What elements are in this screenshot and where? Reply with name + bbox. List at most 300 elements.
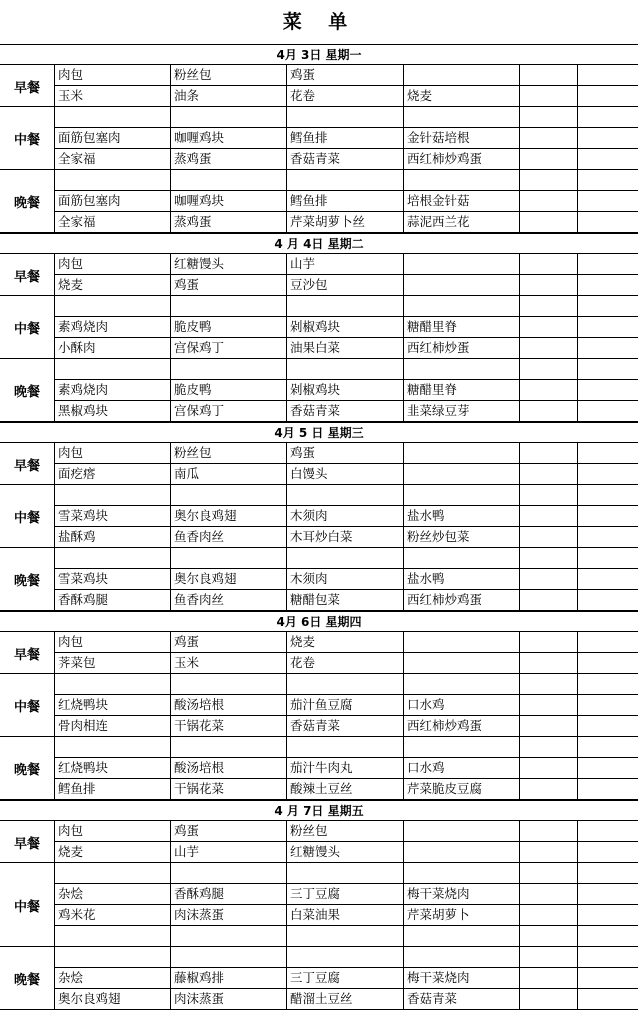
dish-cell: 豆沙包 — [287, 275, 404, 295]
table-row — [55, 107, 638, 128]
meal-label: 晚餐 — [0, 548, 55, 611]
meal-label: 早餐 — [0, 443, 55, 485]
dish-cell — [520, 737, 578, 757]
dish-cell: 盐酥鸡 — [55, 527, 171, 547]
dish-cell — [404, 107, 520, 127]
meal-label: 晚餐 — [0, 170, 55, 233]
meal-divider — [0, 232, 55, 233]
day-header: 4 月 4日 星期二 — [0, 233, 638, 254]
dish-cell — [578, 191, 638, 211]
dish-cell — [520, 905, 578, 925]
dish-cell — [520, 989, 578, 1009]
dish-cell: 口水鸡 — [404, 758, 520, 778]
dish-cell — [520, 170, 578, 190]
dish-cell: 三丁豆腐 — [287, 884, 404, 904]
dish-cell: 素鸡烧肉 — [55, 380, 171, 400]
dish-cell: 肉包 — [55, 65, 171, 85]
dish-cell: 油条 — [171, 86, 287, 106]
dish-cell: 香菇青菜 — [287, 401, 404, 421]
dish-cell: 芹菜胡萝卜 — [404, 905, 520, 925]
dish-cell: 梅干菜烧肉 — [404, 968, 520, 988]
dish-cell — [520, 212, 578, 232]
dish-cell: 干锅花菜 — [171, 716, 287, 736]
meal-label: 早餐 — [0, 65, 55, 107]
dish-cell: 白馒头 — [287, 464, 404, 484]
dish-cell — [578, 485, 638, 505]
meal-block-dinner — [0, 359, 638, 422]
dish-cell — [404, 632, 520, 652]
table-row — [55, 149, 638, 170]
dish-cell: 黑椒鸡块 — [55, 401, 171, 421]
dish-cell: 花卷 — [287, 653, 404, 673]
meal-block-breakfast — [0, 632, 638, 674]
dish-cell: 糖醋里脊 — [404, 317, 520, 337]
day-header: 4月 5 日 星期三 — [0, 422, 638, 443]
dish-cell — [520, 863, 578, 883]
dish-cell — [404, 359, 520, 379]
dish-cell: 红糖馒头 — [287, 842, 404, 862]
dish-cell: 芹菜胡萝卜丝 — [287, 212, 404, 232]
dish-cell: 鳕鱼排 — [287, 128, 404, 148]
dish-cell — [171, 296, 287, 316]
meal-block-breakfast — [0, 254, 638, 296]
dish-cell: 梅干菜烧肉 — [404, 884, 520, 904]
dish-cell — [578, 842, 638, 862]
dish-cell — [578, 212, 638, 232]
dish-cell — [404, 296, 520, 316]
dish-cell: 咖喱鸡块 — [171, 191, 287, 211]
dish-cell: 西红柿炒鸡蛋 — [404, 149, 520, 169]
dish-cell: 红糖馒头 — [171, 254, 287, 274]
dish-cell: 口水鸡 — [404, 695, 520, 715]
dish-cell: 金针菇培根 — [404, 128, 520, 148]
dish-cell — [520, 149, 578, 169]
table-row — [55, 485, 638, 506]
table-row — [55, 632, 638, 653]
day-header: 4月 3日 星期一 — [0, 44, 638, 65]
dish-cell — [171, 107, 287, 127]
dish-cell: 西红柿炒鸡蛋 — [404, 590, 520, 610]
dish-cell: 蒸鸡蛋 — [171, 212, 287, 232]
table-row — [55, 674, 638, 695]
table-row — [55, 464, 638, 485]
dish-cell — [578, 464, 638, 484]
dish-cell — [171, 947, 287, 967]
dish-cell — [55, 485, 171, 505]
dish-cell — [520, 590, 578, 610]
dish-cell: 烧麦 — [404, 86, 520, 106]
dish-cell: 花卷 — [287, 86, 404, 106]
dish-cell — [578, 380, 638, 400]
dish-cell — [578, 170, 638, 190]
dish-cell — [404, 863, 520, 883]
dish-cell: 茄汁鱼豆腐 — [287, 695, 404, 715]
dish-cell — [520, 947, 578, 967]
dish-cell: 粉丝包 — [171, 65, 287, 85]
dish-cell: 鸡蛋 — [171, 632, 287, 652]
table-row — [55, 821, 638, 842]
dish-cell: 香菇青菜 — [404, 989, 520, 1009]
dish-cell: 鱼香肉丝 — [171, 527, 287, 547]
dish-cell — [578, 128, 638, 148]
dish-cell — [404, 275, 520, 295]
meal-block-dinner — [0, 947, 638, 1010]
dish-cell: 盐水鸭 — [404, 506, 520, 526]
meal-label: 中餐 — [0, 485, 55, 548]
meal-label: 中餐 — [0, 296, 55, 359]
meal-label: 晚餐 — [0, 947, 55, 1010]
dish-cell: 糖醋里脊 — [404, 380, 520, 400]
meal-label: 晚餐 — [0, 359, 55, 422]
dish-cell — [55, 674, 171, 694]
dish-cell: 粉丝包 — [287, 821, 404, 841]
dish-cell: 面筋包塞肉 — [55, 191, 171, 211]
dish-cell — [404, 485, 520, 505]
table-row — [55, 905, 638, 926]
dish-cell — [578, 338, 638, 358]
dish-cell — [404, 947, 520, 967]
dish-cell: 油果白菜 — [287, 338, 404, 358]
dish-cell: 干锅花菜 — [171, 779, 287, 799]
table-row — [55, 86, 638, 107]
dish-cell — [578, 989, 638, 1009]
dish-cell — [55, 359, 171, 379]
dish-cell — [520, 107, 578, 127]
dish-cell: 茄汁牛肉丸 — [287, 758, 404, 778]
table-row — [55, 128, 638, 149]
dish-cell — [520, 254, 578, 274]
dish-cell — [520, 65, 578, 85]
dish-cell: 烧麦 — [55, 842, 171, 862]
dish-cell — [520, 191, 578, 211]
table-row — [55, 317, 638, 338]
dish-cell — [520, 128, 578, 148]
dish-cell — [55, 548, 171, 568]
dish-cell: 奥尔良鸡翅 — [171, 569, 287, 589]
dish-cell — [520, 317, 578, 337]
table-row — [55, 65, 638, 86]
meal-block-lunch — [0, 296, 638, 359]
table-row — [55, 653, 638, 674]
dish-cell: 烧麦 — [55, 275, 171, 295]
menu-table — [0, 44, 638, 1010]
dish-cell: 酸汤培根 — [171, 695, 287, 715]
meal-divider — [0, 1009, 55, 1010]
dish-cell: 鱼香肉丝 — [171, 590, 287, 610]
dish-cell — [520, 275, 578, 295]
dish-cell — [404, 842, 520, 862]
dish-cell: 粉丝包 — [171, 443, 287, 463]
table-row — [55, 737, 638, 758]
dish-cell: 酸辣土豆丝 — [287, 779, 404, 799]
meal-label: 中餐 — [0, 674, 55, 737]
meal-block-lunch — [0, 674, 638, 737]
dish-cell: 鸡蛋 — [171, 275, 287, 295]
dish-cell — [578, 968, 638, 988]
dish-cell — [578, 86, 638, 106]
dish-cell: 奥尔良鸡翅 — [55, 989, 171, 1009]
dish-cell — [578, 527, 638, 547]
dish-cell — [520, 401, 578, 421]
dish-cell: 山芋 — [287, 254, 404, 274]
dish-cell — [578, 317, 638, 337]
dish-cell: 骨肉相连 — [55, 716, 171, 736]
meal-label: 晚餐 — [0, 737, 55, 800]
dish-cell: 香菇青菜 — [287, 716, 404, 736]
dish-cell: 木耳炒白菜 — [287, 527, 404, 547]
dish-cell: 山芋 — [171, 842, 287, 862]
table-row — [55, 779, 638, 800]
dish-cell — [171, 926, 287, 946]
dish-cell: 白菜油果 — [287, 905, 404, 925]
dish-cell — [578, 590, 638, 610]
table-row — [55, 569, 638, 590]
dish-cell — [171, 737, 287, 757]
table-row — [55, 338, 638, 359]
table-row — [55, 863, 638, 884]
dish-cell: 鸡蛋 — [171, 821, 287, 841]
meal-label: 早餐 — [0, 821, 55, 863]
dish-cell: 蒸鸡蛋 — [171, 149, 287, 169]
dish-cell — [520, 779, 578, 799]
dish-cell — [520, 695, 578, 715]
dish-cell — [287, 548, 404, 568]
dish-cell — [578, 506, 638, 526]
dish-cell: 韭菜绿豆芽 — [404, 401, 520, 421]
meal-block-dinner — [0, 170, 638, 233]
dish-cell — [287, 485, 404, 505]
dish-cell: 糖醋包菜 — [287, 590, 404, 610]
meal-block-lunch — [0, 485, 638, 548]
table-row — [55, 254, 638, 275]
dish-cell: 香酥鸡腿 — [171, 884, 287, 904]
dish-cell: 奥尔良鸡翅 — [171, 506, 287, 526]
dish-cell: 全家福 — [55, 212, 171, 232]
table-row — [55, 989, 638, 1010]
dish-cell: 肉包 — [55, 254, 171, 274]
dish-cell: 鸡米花 — [55, 905, 171, 925]
dish-cell: 玉米 — [55, 86, 171, 106]
table-row — [55, 695, 638, 716]
dish-cell — [578, 569, 638, 589]
dish-cell: 红烧鸭块 — [55, 695, 171, 715]
dish-cell — [520, 968, 578, 988]
table-row — [55, 590, 638, 611]
meal-label: 中餐 — [0, 107, 55, 170]
dish-cell — [404, 653, 520, 673]
dish-cell — [404, 443, 520, 463]
meal-label: 早餐 — [0, 254, 55, 296]
dish-cell — [520, 527, 578, 547]
dish-cell: 木须肉 — [287, 506, 404, 526]
dish-cell — [520, 548, 578, 568]
page-title: 菜 单 — [282, 11, 358, 33]
dish-cell — [578, 863, 638, 883]
dish-cell — [578, 884, 638, 904]
day-header: 4 月 7日 星期五 — [0, 800, 638, 821]
dish-cell — [578, 674, 638, 694]
dish-cell: 烧麦 — [287, 632, 404, 652]
dish-cell — [171, 548, 287, 568]
dish-cell — [520, 569, 578, 589]
dish-cell — [404, 821, 520, 841]
dish-cell: 全家福 — [55, 149, 171, 169]
dish-cell — [520, 674, 578, 694]
dish-cell — [404, 65, 520, 85]
dish-cell — [55, 170, 171, 190]
dish-cell: 芹菜脆皮豆腐 — [404, 779, 520, 799]
dish-cell: 香酥鸡腿 — [55, 590, 171, 610]
dish-cell — [578, 401, 638, 421]
meal-block-breakfast — [0, 443, 638, 485]
dish-cell — [171, 674, 287, 694]
dish-cell — [578, 65, 638, 85]
dish-cell: 荠菜包 — [55, 653, 171, 673]
dish-cell — [171, 863, 287, 883]
dish-cell: 木须肉 — [287, 569, 404, 589]
dish-cell — [520, 86, 578, 106]
dish-cell — [520, 464, 578, 484]
table-row — [55, 758, 638, 779]
dish-cell: 宫保鸡丁 — [171, 338, 287, 358]
dish-cell: 杂烩 — [55, 884, 171, 904]
dish-cell — [520, 359, 578, 379]
dish-cell: 鸡蛋 — [287, 65, 404, 85]
table-row — [55, 191, 638, 212]
dish-cell — [520, 632, 578, 652]
dish-cell — [520, 338, 578, 358]
dish-cell — [404, 674, 520, 694]
dish-cell — [520, 884, 578, 904]
table-row — [55, 884, 638, 905]
dish-cell — [578, 905, 638, 925]
dish-cell — [578, 695, 638, 715]
dish-cell — [578, 716, 638, 736]
dish-cell — [578, 632, 638, 652]
dish-cell — [55, 107, 171, 127]
dish-cell — [520, 380, 578, 400]
dish-cell: 面疙瘩 — [55, 464, 171, 484]
dish-cell — [578, 149, 638, 169]
table-row — [55, 527, 638, 548]
dish-cell: 雪菜鸡块 — [55, 506, 171, 526]
dish-cell — [171, 485, 287, 505]
dish-cell — [287, 737, 404, 757]
dish-cell — [578, 359, 638, 379]
dish-cell — [578, 758, 638, 778]
dish-cell: 香菇青菜 — [287, 149, 404, 169]
dish-cell — [171, 359, 287, 379]
dish-cell: 鳕鱼排 — [287, 191, 404, 211]
meal-block-breakfast — [0, 65, 638, 107]
dish-cell — [520, 443, 578, 463]
dish-cell — [520, 716, 578, 736]
dish-cell — [578, 254, 638, 274]
dish-cell — [404, 926, 520, 946]
dish-cell: 咖喱鸡块 — [171, 128, 287, 148]
dish-cell: 面筋包塞肉 — [55, 128, 171, 148]
table-row — [55, 443, 638, 464]
table-row — [55, 506, 638, 527]
table-row — [55, 296, 638, 317]
dish-cell: 南瓜 — [171, 464, 287, 484]
dish-cell: 盐水鸭 — [404, 569, 520, 589]
dish-cell — [55, 926, 171, 946]
dish-cell — [578, 296, 638, 316]
table-row — [55, 170, 638, 191]
dish-cell: 三丁豆腐 — [287, 968, 404, 988]
dish-cell — [55, 947, 171, 967]
dish-cell: 西红柿炒蛋 — [404, 338, 520, 358]
dish-cell — [404, 737, 520, 757]
dish-cell — [287, 926, 404, 946]
dish-cell — [287, 947, 404, 967]
meal-divider — [0, 610, 55, 611]
dish-cell — [520, 296, 578, 316]
dish-cell — [578, 926, 638, 946]
meal-block-dinner — [0, 737, 638, 800]
table-row — [55, 275, 638, 296]
dish-cell — [404, 548, 520, 568]
dish-cell — [287, 170, 404, 190]
meal-block-dinner — [0, 548, 638, 611]
dish-cell — [520, 758, 578, 778]
dish-cell: 肉沫蒸蛋 — [171, 905, 287, 925]
dish-cell: 培根金针菇 — [404, 191, 520, 211]
table-row — [55, 548, 638, 569]
dish-cell — [578, 779, 638, 799]
dish-cell: 肉沫蒸蛋 — [171, 989, 287, 1009]
dish-cell: 鸡蛋 — [287, 443, 404, 463]
table-row — [55, 716, 638, 737]
dish-cell: 醋溜土豆丝 — [287, 989, 404, 1009]
dish-cell — [287, 674, 404, 694]
dish-cell: 剁椒鸡块 — [287, 317, 404, 337]
dish-cell — [287, 359, 404, 379]
meal-block-lunch — [0, 863, 638, 947]
dish-cell — [578, 821, 638, 841]
dish-cell — [578, 275, 638, 295]
dish-cell: 肉包 — [55, 821, 171, 841]
meal-label: 中餐 — [0, 863, 55, 947]
dish-cell: 酸汤培根 — [171, 758, 287, 778]
dish-cell — [287, 296, 404, 316]
table-row — [55, 947, 638, 968]
dish-cell — [287, 107, 404, 127]
dish-cell — [520, 653, 578, 673]
meal-divider — [0, 421, 55, 422]
meal-divider — [0, 799, 55, 800]
table-row — [55, 401, 638, 422]
dish-cell: 肉包 — [55, 632, 171, 652]
dish-cell: 西红柿炒鸡蛋 — [404, 716, 520, 736]
dish-cell — [55, 296, 171, 316]
dish-cell: 肉包 — [55, 443, 171, 463]
table-row — [55, 212, 638, 233]
dish-cell — [578, 653, 638, 673]
table-row — [55, 968, 638, 989]
dish-cell — [404, 464, 520, 484]
dish-cell — [578, 947, 638, 967]
table-row — [55, 380, 638, 401]
meal-label: 早餐 — [0, 632, 55, 674]
dish-cell — [55, 863, 171, 883]
day-header: 4月 6日 星期四 — [0, 611, 638, 632]
dish-cell — [404, 170, 520, 190]
dish-cell: 红烧鸭块 — [55, 758, 171, 778]
table-row — [55, 359, 638, 380]
dish-cell — [578, 737, 638, 757]
